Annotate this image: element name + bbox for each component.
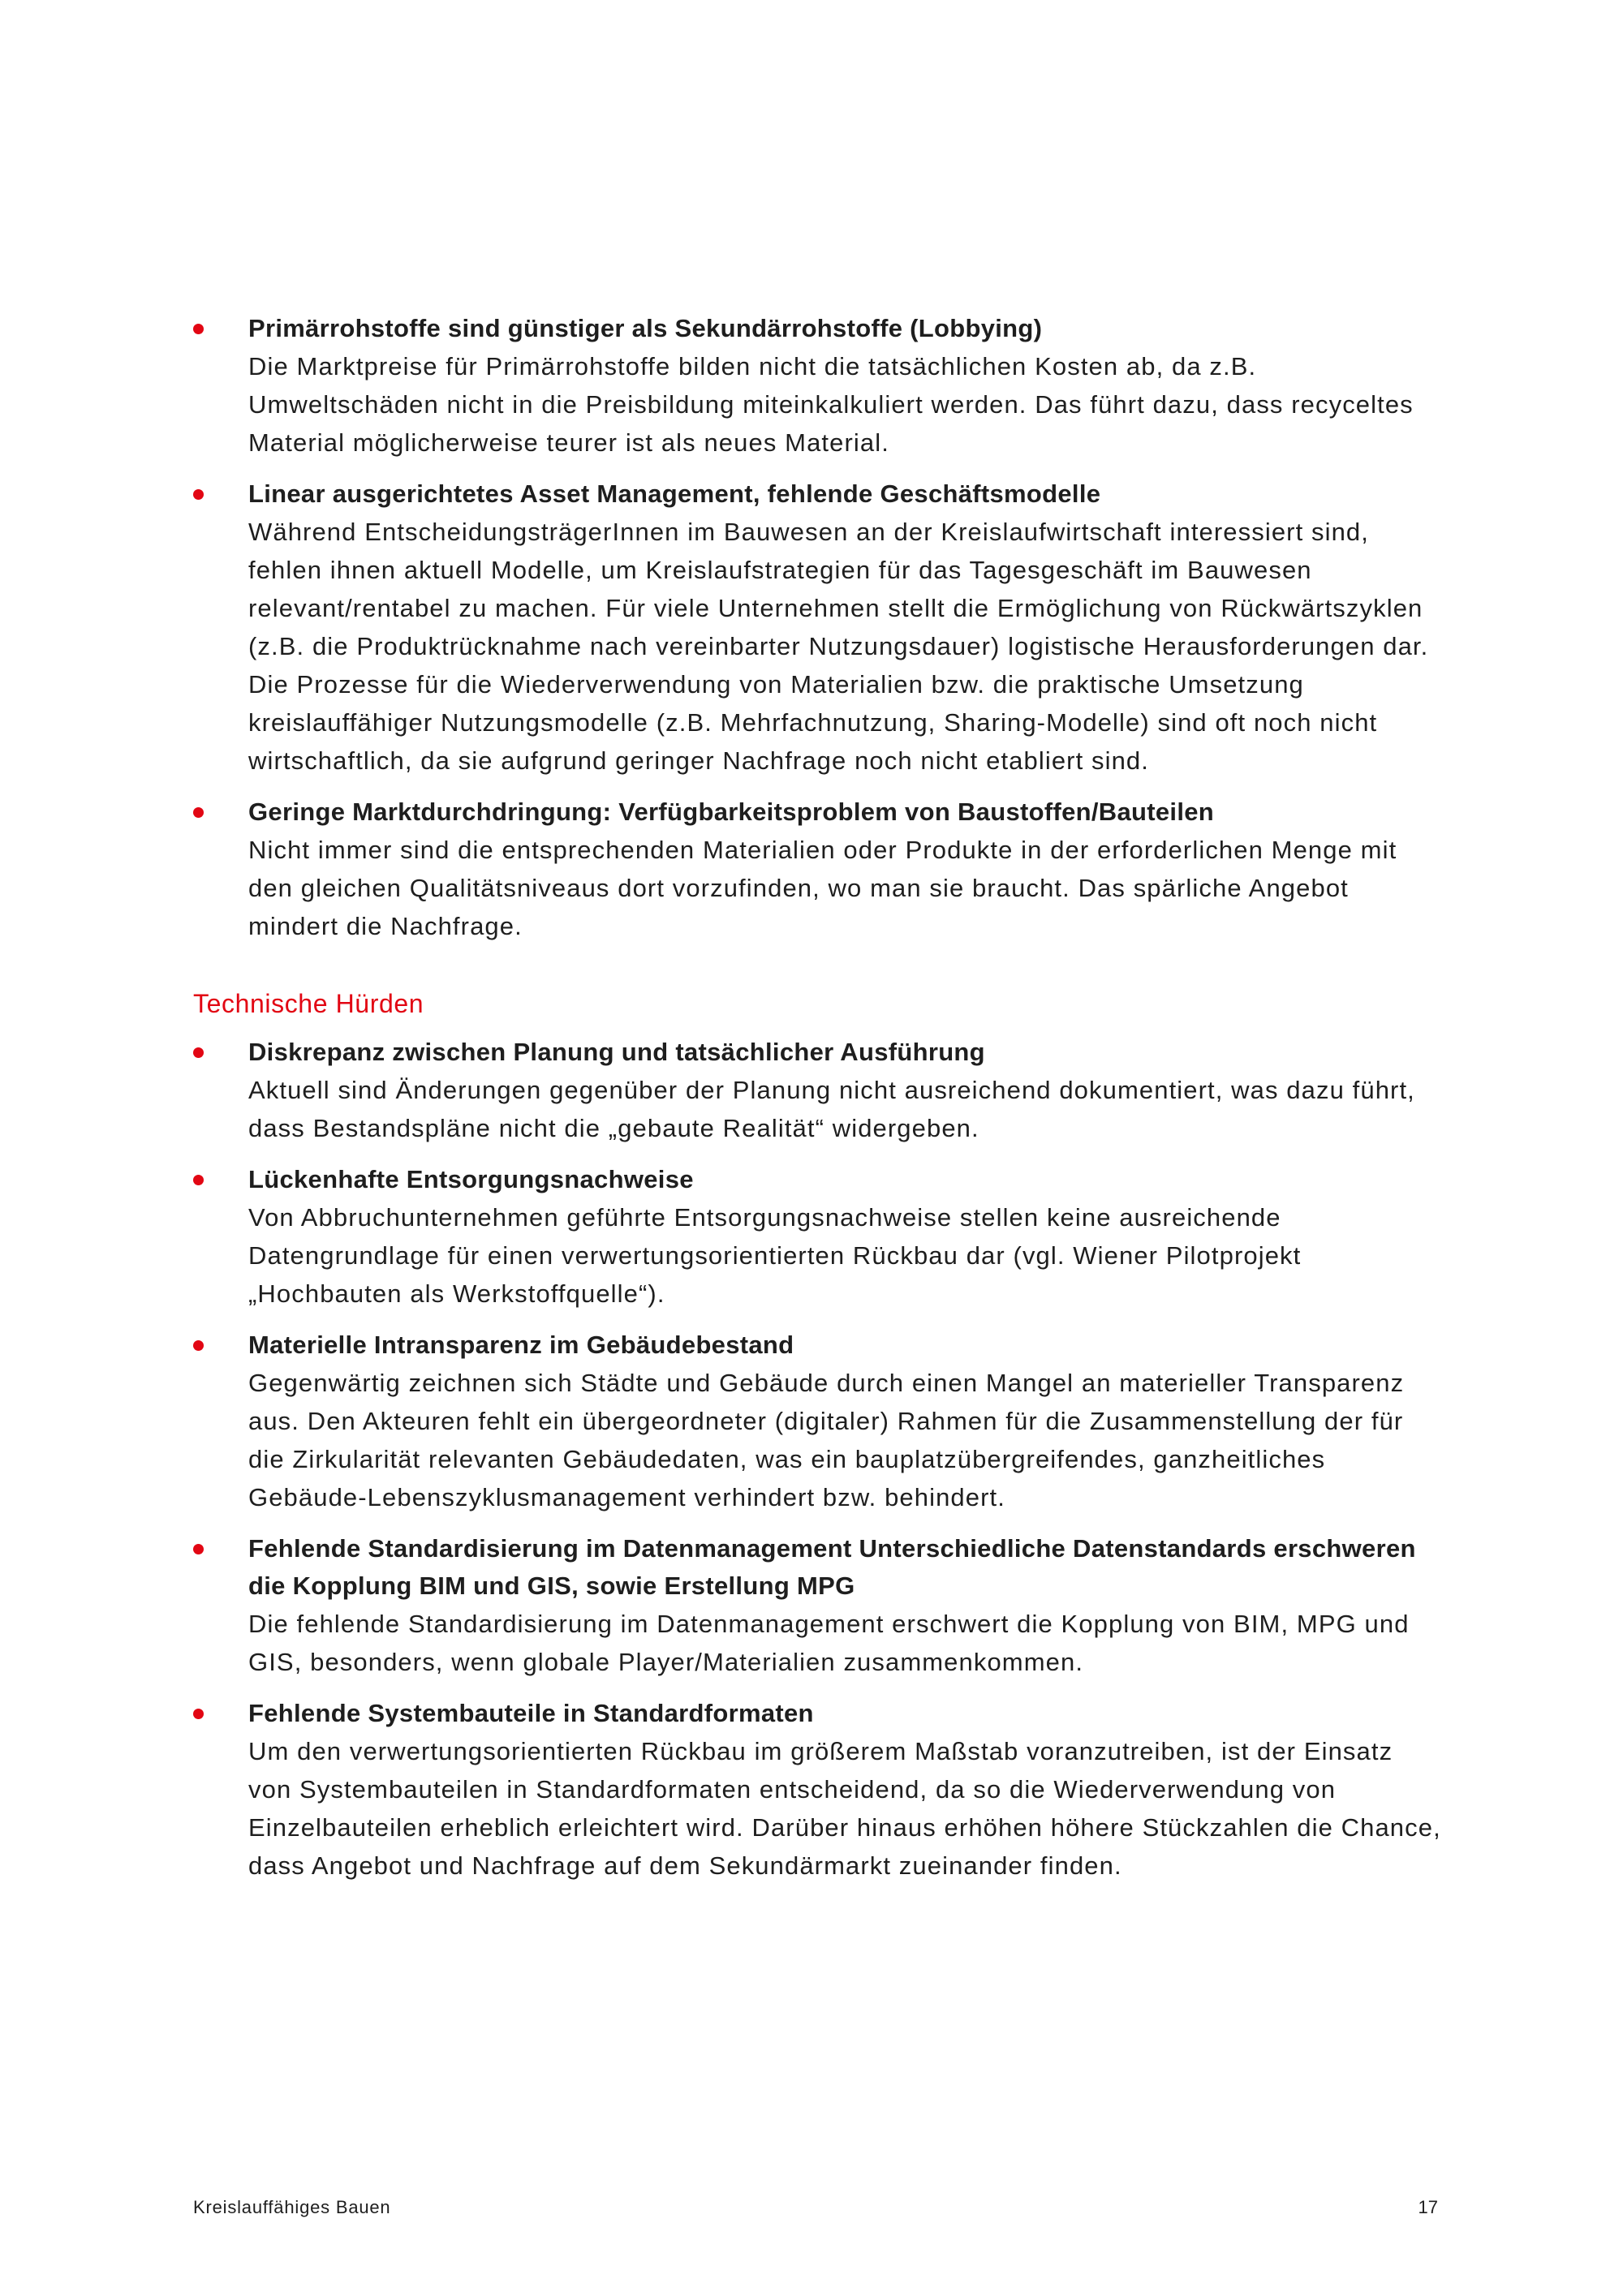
bullet-icon (193, 1544, 204, 1554)
item-title: Geringe Marktdurchdringung: Verfügbarkeitsproblem von Baustoffen/Bauteilen (248, 798, 1215, 826)
item-body: Die fehlende Standardisierung im Datenmanagement erschwert die Kopplung von BIM, MPG und GIS, besonders, wenn globale Player/Materialien zusammenkommen. (248, 1610, 1410, 1676)
list-item (193, 1326, 1443, 1516)
list-item (193, 1161, 1443, 1313)
page-content (193, 310, 1443, 1898)
list-item (193, 310, 1443, 462)
bullet-icon (193, 807, 204, 818)
bullet-icon (193, 1175, 204, 1185)
list-item (193, 475, 1443, 780)
item-body: Von Abbruchunternehmen geführte Entsorgungsnachweise stellen keine ausreichende Datengrundlage für einen verwertungsorientierten Rückbau dar (vgl. Wiener Pilotprojekt „Hochbauten als Werkstoffquelle“). (248, 1203, 1302, 1308)
item-body: Nicht immer sind die entsprechenden Materialien oder Produkte in der erforderlichen Menge mit den gleichen Qualitätsniveaus dort vorzufinden, wo man sie braucht. Das spärliche Angebot mindert die Nachfrage. (248, 836, 1397, 940)
item-title: Materielle Intransparenz im Gebäudebestand (248, 1331, 794, 1359)
page-number: 17 (1418, 2197, 1438, 2217)
item-body: Während EntscheidungsträgerInnen im Bauwesen an der Kreislaufwirtschaft interessiert sind, fehlen ihnen aktuell Modelle, um Kreislaufstrategien für das Tagesgeschäft im Bauwesen relevant/rentabel zu machen. Für viele Unternehmen stellt die Ermöglichung von Rückwärtszyklen (z.B. die Produktrücknahme nach vereinbarter Nutzungsdauer) logistische Herausforderungen dar. Die Prozesse für die Wiederverwendung von Materialien bzw. die praktische Umsetzung kreislauffähiger Nutzungsmodelle (z.B. Mehrfachnutzung, Sharing-Modelle) sind oft noch nicht wirtschaftlich, da sie aufgrund geringer Nachfrage noch nicht etabliert sind. (248, 518, 1429, 775)
item-title: Diskrepanz zwischen Planung und tatsächlicher Ausführung (248, 1038, 985, 1066)
bullet-icon (193, 1340, 204, 1351)
list-item (193, 1530, 1443, 1681)
bullet-icon (193, 324, 204, 334)
bullet-icon (193, 1709, 204, 1719)
bullet-icon (193, 1047, 204, 1058)
item-title: Primärrohstoffe sind günstiger als Sekundärrohstoffe (Lobbying) (248, 314, 1043, 342)
list-item (193, 1034, 1443, 1147)
section-heading: Technische Hürden (193, 989, 424, 1018)
item-body: Aktuell sind Änderungen gegenüber der Planung nicht ausreichend dokumentiert, was dazu führt, dass Bestandspläne nicht die „gebaute Realität“ widergeben. (248, 1076, 1415, 1142)
bullet-icon (193, 489, 204, 500)
item-body: Um den verwertungsorientierten Rückbau im größerem Maßstab voranzutreiben, ist der Einsatz von Systembauteilen in Standardformaten entscheidend, da so die Wiederverwendung von Einzelbauteilen erheblich erleichtert wird. Darüber hinaus erhöhen höhere Stückzahlen die Chance, dass Angebot und Nachfrage auf dem Sekundärmarkt zueinander finden. (248, 1737, 1441, 1880)
list-item (193, 793, 1443, 945)
item-title: Fehlende Systembauteile in Standardformaten (248, 1699, 814, 1727)
item-title: Lückenhafte Entsorgungsnachweise (248, 1165, 694, 1193)
footer-title: Kreislauffähiges Bauen (193, 2197, 391, 2217)
item-title: Fehlende Standardisierung im Datenmanagement Unterschiedliche Datenstandards erschweren die Kopplung BIM und GIS, sowie Erstellung MPG (248, 1534, 1416, 1600)
list-item (193, 1695, 1443, 1885)
item-body: Gegenwärtig zeichnen sich Städte und Gebäude durch einen Mangel an materieller Transparenz aus. Den Akteuren fehlt ein übergeordneter (digitaler) Rahmen für die Zusammenstellung der für die Zirkularität relevanten Gebäudedaten, was ein bauplatzübergreifendes, ganzheitliches Gebäude-Lebenszyklusmanagement verhindert bzw. behindert. (248, 1369, 1405, 1511)
item-title: Linear ausgerichtetes Asset Management, fehlende Geschäftsmodelle (248, 479, 1101, 508)
item-body: Die Marktpreise für Primärrohstoffe bilden nicht die tatsächlichen Kosten ab, da z.B. Umweltschäden nicht in die Preisbildung miteinkalkuliert werden. Das führt dazu, dass recyceltes Material möglicherweise teurer ist als neues Material. (248, 352, 1414, 457)
